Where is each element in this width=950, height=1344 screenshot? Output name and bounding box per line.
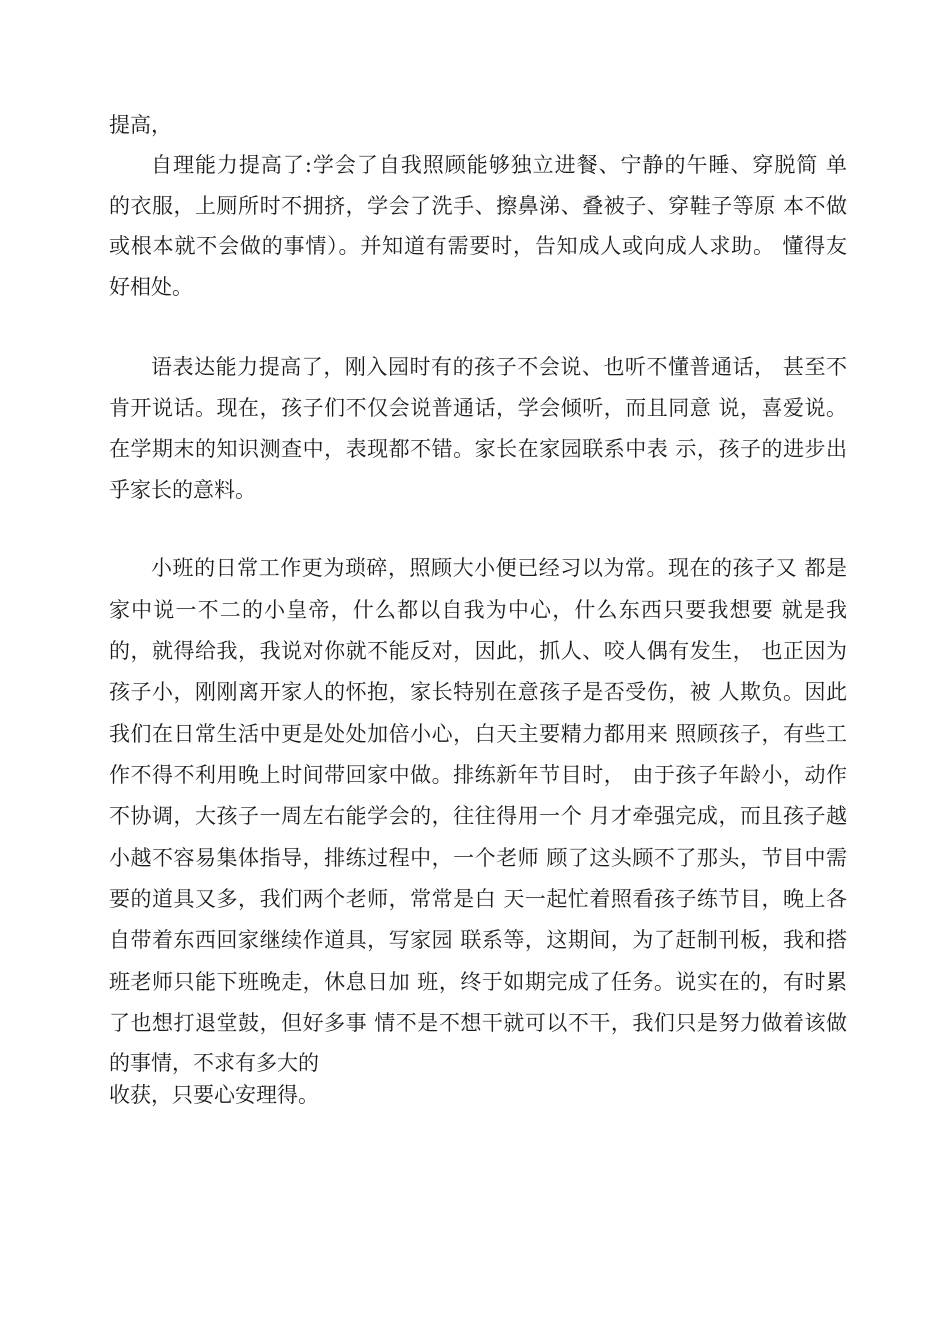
text-line: 要的道具又多，我们两个老师，常常是白 天一起忙着照看孩子练节目，晚上各: [109, 887, 847, 911]
text-line: 肯开说话。现在，孩子们不仅会说普通话，学会倾听，而且同意 说，喜爱说。: [109, 396, 847, 420]
text-line: 语表达能力提高了，刚入园时有的孩子不会说、也听不懂普通话， 甚至不: [151, 355, 847, 379]
text-line: 作不得不利用晚上时间带回家中做。排练新年节目时， 由于孩子年龄小，动作: [109, 763, 847, 787]
text-line: 在学期末的知识测查中，表现都不错。家长在家园联系中表 示，孩子的进步出: [109, 437, 847, 461]
text-line: 孩子小，刚刚离开家人的怀抱，家长特别在意孩子是否受伤，被 人欺负。因此: [109, 680, 847, 704]
text-line: 或根本就不会做的事情）。并知道有需要时，告知成人或向成人求助。 懂得友: [109, 234, 847, 258]
text-line: 家中说一不二的小皇帝，什么都以自我为中心，什么东西只要我想要 就是我: [109, 598, 847, 622]
text-line: 小班的日常工作更为琐碎，照顾大小便已经习以为常。现在的孩子又 都是: [151, 556, 847, 580]
text-line: 小越不容易集体指导，排练过程中，一个老师 顾了这头顾不了那头，节目中需: [109, 846, 847, 870]
text-line: 我们在日常生活中更是处处加倍小心，白天主要精力都用来 照顾孩子，有些工: [109, 722, 847, 746]
text-line: 的，就得给我，我说对你就不能反对，因此，抓人、咬人偶有发生， 也正因为: [109, 639, 847, 663]
text-line: 不协调，大孩子一周左右能学会的，往往得用一个 月才牵强完成，而且孩子越: [109, 804, 847, 828]
text-line: 收获，只要心安理得。: [109, 1083, 319, 1107]
text-line: 提高，: [109, 113, 172, 137]
text-line: 自理能力提高了:学会了自我照顾能够独立进餐、宁静的午睡、穿脱简 单: [151, 153, 847, 177]
text-line: 班老师只能下班晚走，休息日加 班，终于如期完成了任务。说实在的，有时累: [109, 970, 847, 994]
text-line: 乎家长的意料。: [109, 478, 256, 502]
text-line: 自带着东西回家继续作道具，写家园 联系等，这期间，为了赶制刊板，我和搭: [109, 928, 847, 952]
text-line: 了也想打退堂鼓，但好多事 情不是不想干就可以不干，我们只是努力做着该做: [109, 1011, 847, 1035]
text-line: 好相处。: [109, 275, 193, 299]
text-line: 的衣服，上厕所时不拥挤，学会了洗手、擦鼻涕、叠被子、穿鞋子等原 本不做: [109, 194, 847, 218]
text-line: 的事情，不求有多大的: [109, 1051, 319, 1075]
